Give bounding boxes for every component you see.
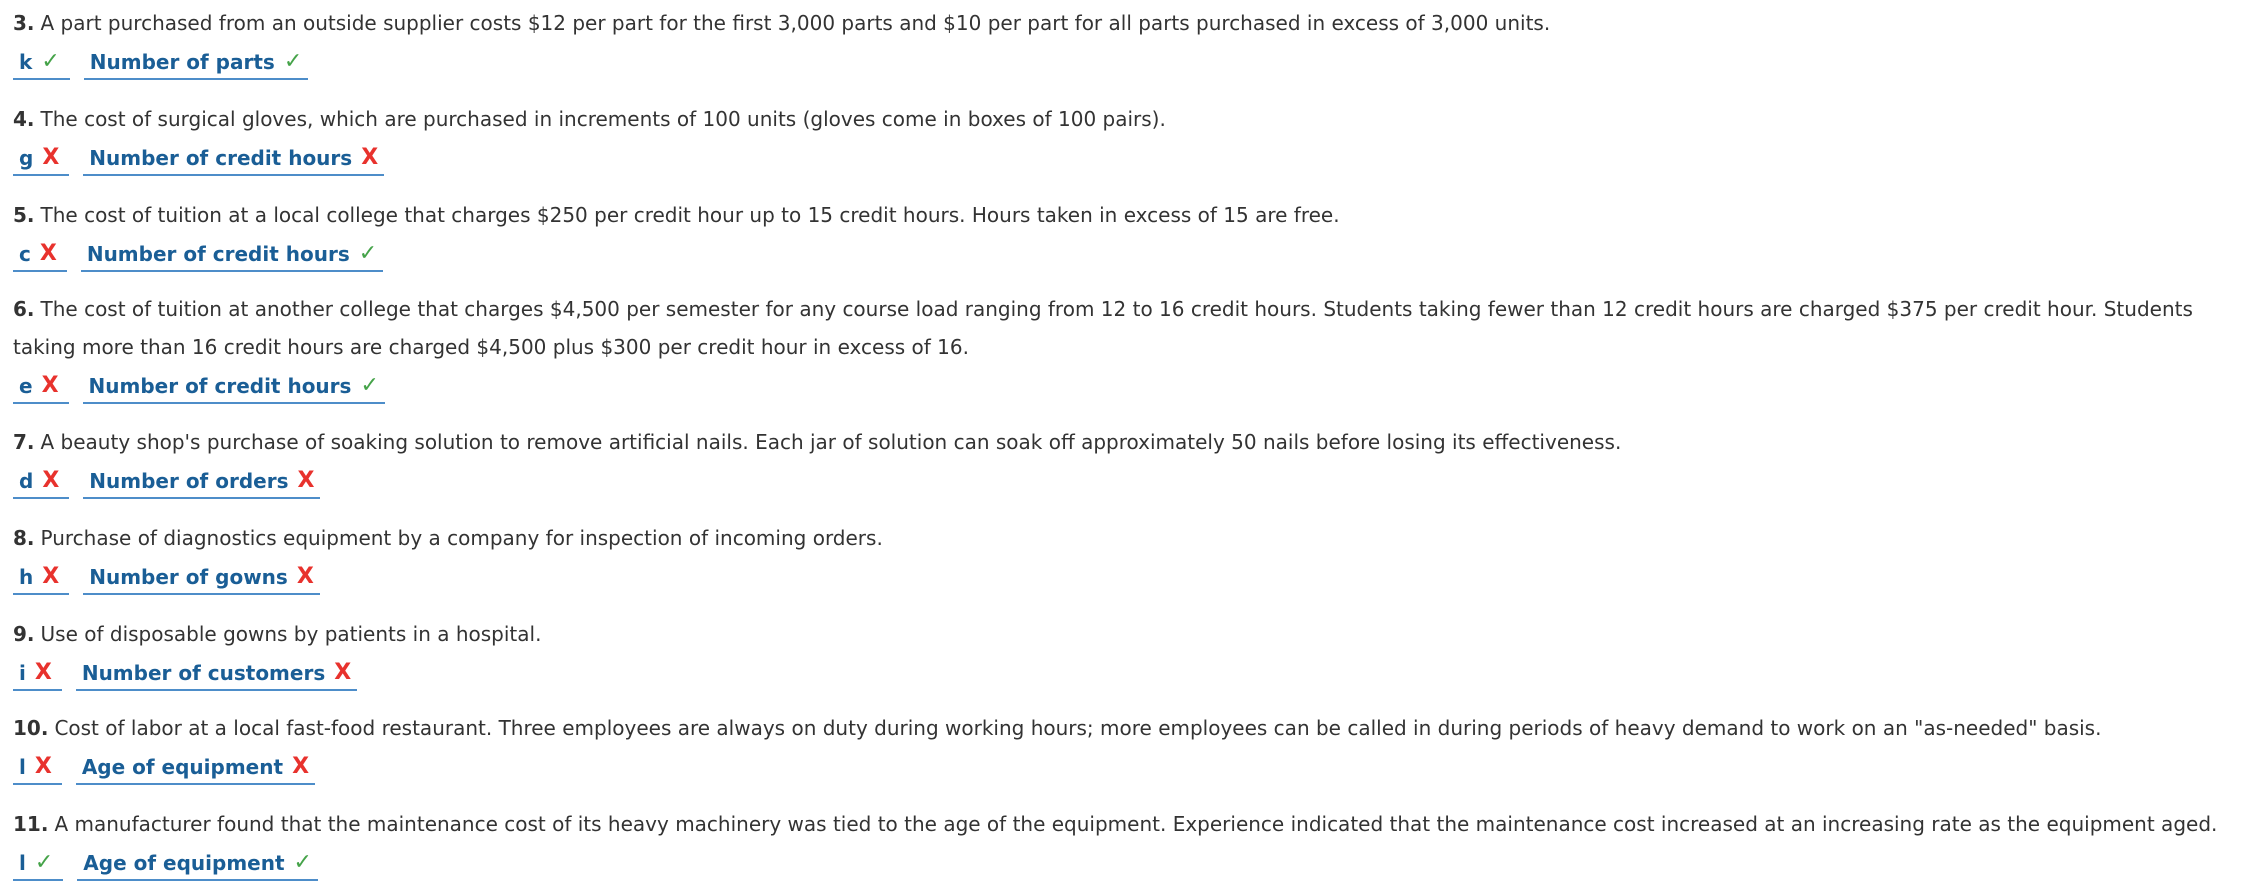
answer-row	[13, 461, 2266, 499]
letter-answer-value: l	[19, 755, 26, 779]
question-text: The cost of tuition at a local college that charges $250 per credit hour up to 15 credit hours. Hours taken in excess of 15 are free.	[40, 203, 1340, 227]
answer-row	[13, 138, 2266, 176]
question-item	[13, 290, 2266, 404]
cross-icon: X	[34, 660, 52, 685]
question-item	[13, 519, 2266, 595]
answer-row	[13, 747, 2266, 785]
cost-driver-answer-value: Number of credit hours	[86, 242, 350, 266]
question-number: 8.	[13, 526, 35, 550]
check-icon: ✓	[360, 373, 379, 398]
question-text: A manufacturer found that the maintenance cost of its heavy machinery was tied to the age of the equipment. Experience indicated that the maintenance cost increased at an increasing rate as the equipment aged.	[54, 812, 2218, 836]
cross-icon: X	[42, 468, 60, 493]
question-text-row	[13, 100, 2243, 138]
cost-driver-answer-value: Number of parts	[89, 50, 275, 74]
question-item	[13, 423, 2266, 499]
letter-answer-value: e	[19, 374, 33, 398]
question-text-row	[13, 196, 2243, 234]
question-number: 10.	[13, 716, 49, 740]
letter-answer[interactable]	[13, 146, 69, 176]
cost-driver-answer-value: Age of equipment	[83, 851, 285, 875]
cross-icon: X	[42, 564, 60, 589]
letter-answer[interactable]	[13, 374, 69, 404]
question-number: 9.	[13, 622, 35, 646]
cost-driver-answer-value: Number of credit hours	[89, 146, 353, 170]
cross-icon: X	[42, 145, 60, 170]
letter-answer[interactable]	[13, 565, 69, 595]
check-icon: ✓	[358, 241, 378, 266]
check-icon: ✓	[41, 49, 60, 74]
question-number: 4.	[13, 107, 35, 131]
question-text-row	[13, 805, 2243, 843]
question-item	[13, 615, 2266, 691]
cost-driver-answer[interactable]	[76, 755, 315, 785]
check-icon: ✓	[34, 850, 54, 875]
check-icon: ✓	[293, 850, 312, 875]
cost-driver-answer[interactable]	[84, 50, 309, 80]
cost-driver-answer-value: Number of orders	[89, 469, 289, 493]
answer-row	[13, 42, 2266, 80]
cost-driver-answer-value: Number of credit hours	[88, 374, 352, 398]
question-text: Cost of labor at a local fast-food restaurant. Three employees are always on duty during working hours; more employees can be called in during periods of heavy demand to work on an "as-needed" basis.	[54, 716, 2102, 740]
question-text-row	[13, 519, 2243, 557]
letter-answer[interactable]	[13, 469, 69, 499]
letter-answer-value: h	[19, 565, 34, 589]
question-item	[13, 805, 2266, 881]
answer-row	[13, 234, 2266, 272]
question-text: A part purchased from an outside supplier costs $12 per part for the first 3,000 parts and $10 per part for all parts purchased in excess of 3,000 units.	[40, 11, 1551, 35]
cost-driver-answer[interactable]	[83, 374, 385, 404]
question-text: The cost of tuition at another college that charges $4,500 per semester for any course load ranging from 12 to 16 credit hours. Students taking fewer than 12 credit hours are charged $375 per credit hour. Students taking more than 16 credit hours are charged $4,500 plus $300 per credit hour in excess of 16.	[13, 297, 2193, 359]
answer-row	[13, 843, 2266, 881]
question-item	[13, 709, 2266, 785]
question-text: A beauty shop's purchase of soaking solution to remove artificial nails. Each jar of solution can soak off approximately 50 nails before losing its effectiveness.	[40, 430, 1622, 454]
letter-answer[interactable]	[13, 755, 62, 785]
question-number: 11.	[13, 812, 49, 836]
cost-driver-answer-value: Age of equipment	[81, 755, 284, 779]
letter-answer-value: g	[19, 146, 34, 170]
cross-icon: X	[297, 468, 315, 493]
cross-icon: X	[361, 145, 379, 170]
letter-answer-value: c	[19, 242, 31, 266]
question-text-row	[13, 615, 2243, 653]
check-icon: ✓	[283, 49, 303, 74]
cost-driver-answer-value: Number of customers	[81, 661, 326, 685]
question-text-row	[13, 4, 2243, 42]
question-number: 5.	[13, 203, 35, 227]
question-text-row	[13, 423, 2243, 461]
answer-row	[13, 366, 2266, 404]
question-item	[13, 196, 2266, 272]
answer-row	[13, 557, 2266, 595]
question-text-row	[13, 290, 2243, 366]
cross-icon: X	[39, 241, 57, 266]
cost-driver-answer[interactable]	[76, 661, 357, 691]
cost-driver-answer[interactable]	[81, 242, 383, 272]
cross-icon: X	[296, 564, 314, 589]
letter-answer[interactable]	[13, 851, 63, 881]
letter-answer[interactable]	[13, 661, 62, 691]
cost-driver-answer[interactable]	[83, 469, 320, 499]
question-text-row	[13, 709, 2243, 747]
question-item	[13, 100, 2266, 176]
letter-answer-value: k	[19, 50, 33, 74]
question-number: 7.	[13, 430, 35, 454]
question-text: Purchase of diagnostics equipment by a company for inspection of incoming orders.	[40, 526, 883, 550]
cross-icon: X	[334, 660, 352, 685]
cross-icon: X	[292, 754, 310, 779]
question-text: Use of disposable gowns by patients in a hospital.	[40, 622, 542, 646]
cross-icon: X	[41, 373, 59, 398]
cross-icon: X	[34, 754, 52, 779]
question-number: 3.	[13, 11, 35, 35]
cost-driver-answer[interactable]	[77, 851, 318, 881]
letter-answer[interactable]	[13, 242, 67, 272]
cost-driver-answer[interactable]	[83, 146, 384, 176]
letter-answer-value: l	[19, 851, 26, 875]
question-number: 6.	[13, 297, 35, 321]
cost-driver-answer-value: Number of gowns	[89, 565, 288, 589]
question-item	[13, 4, 2266, 80]
letter-answer-value: d	[19, 469, 34, 493]
question-text: The cost of surgical gloves, which are purchased in increments of 100 units (gloves come in boxes of 100 pairs).	[40, 107, 1166, 131]
letter-answer[interactable]	[13, 50, 70, 80]
letter-answer-value: i	[19, 661, 26, 685]
answer-row	[13, 653, 2266, 691]
cost-driver-answer[interactable]	[83, 565, 320, 595]
